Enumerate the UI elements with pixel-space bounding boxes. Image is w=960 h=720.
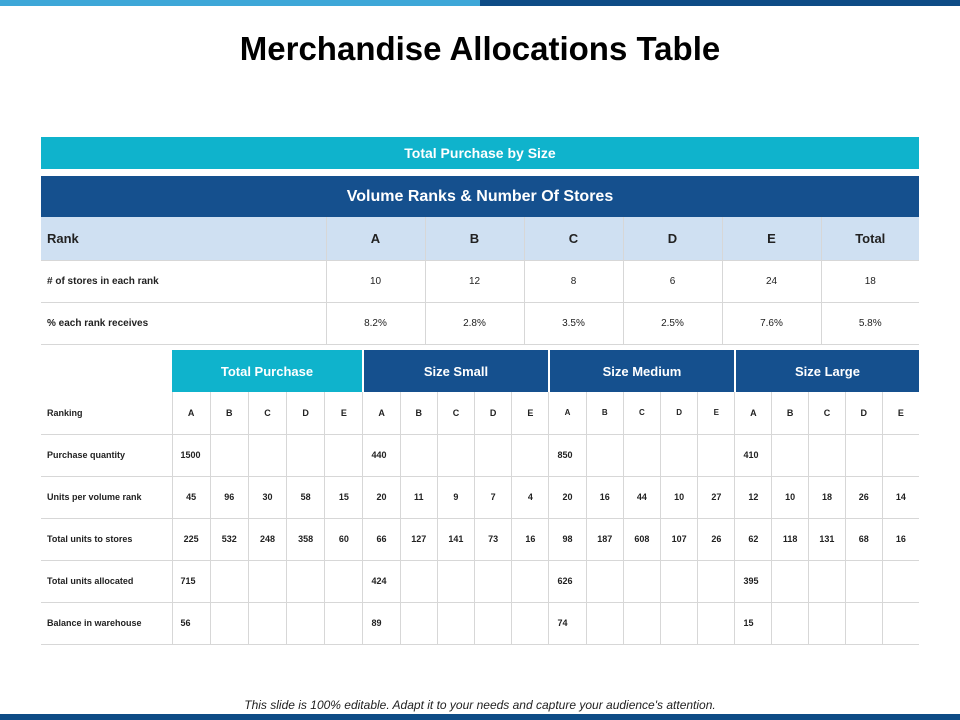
table-cell [325, 560, 363, 602]
rank-header-cell: C [524, 217, 623, 260]
table-cell: 395 [735, 560, 772, 602]
table-cell [248, 434, 286, 476]
table-cell [772, 560, 809, 602]
row-label: % each rank receives [41, 302, 326, 344]
table-cell [475, 602, 512, 644]
table-cell: 358 [287, 518, 325, 560]
table-row [41, 434, 919, 476]
rank-header-cell: Rank [41, 217, 326, 260]
table-cell: 30 [248, 476, 286, 518]
table-cell [882, 602, 919, 644]
rank-letter-cell: C [437, 392, 474, 434]
total-purchase-by-size-band: Total Purchase by Size [41, 137, 919, 169]
rank-letter-cell: B [772, 392, 809, 434]
table-cell: 11 [400, 476, 437, 518]
table-cell [248, 602, 286, 644]
rank-header-cell: Total [821, 217, 919, 260]
table-cell [210, 560, 248, 602]
rank-header-row [41, 217, 919, 260]
table-cell: 16 [586, 476, 623, 518]
table-cell [661, 434, 698, 476]
table-row [41, 518, 919, 560]
table-cell [809, 560, 846, 602]
table-row [41, 560, 919, 602]
bottom-accent-bar [0, 714, 960, 720]
row-label: # of stores in each rank [41, 260, 326, 302]
table-cell: 626 [549, 560, 586, 602]
table-cell [400, 434, 437, 476]
table-cell: 12 [425, 260, 524, 302]
top-accent-bar-dark [480, 0, 960, 6]
table-cell [437, 560, 474, 602]
table-cell: 850 [549, 434, 586, 476]
table-cell: 127 [400, 518, 437, 560]
table-cell: 410 [735, 434, 772, 476]
table-cell: 56 [172, 602, 210, 644]
row-label: Units per volume rank [41, 476, 172, 518]
rank-letter-cell: C [623, 392, 660, 434]
table-cell: 26 [845, 476, 882, 518]
table-cell [248, 560, 286, 602]
table-cell: 10 [661, 476, 698, 518]
group-header-cell: Size Large [735, 350, 919, 392]
ranking-row [41, 392, 919, 434]
table-cell [623, 560, 660, 602]
rank-letter-cell: D [845, 392, 882, 434]
table-cell: 3.5% [524, 302, 623, 344]
table-cell: 58 [287, 476, 325, 518]
rank-letter-cell: C [809, 392, 846, 434]
table-cell [698, 434, 735, 476]
table-cell: 14 [882, 476, 919, 518]
table-cell: 27 [698, 476, 735, 518]
table-cell: 8 [524, 260, 623, 302]
table-cell [586, 602, 623, 644]
rank-letter-cell: E [698, 392, 735, 434]
row-label: Total units to stores [41, 518, 172, 560]
table-cell [661, 602, 698, 644]
group-header-cell: Size Medium [549, 350, 735, 392]
table-cell: 96 [210, 476, 248, 518]
rank-letter-cell: B [400, 392, 437, 434]
table-cell: 15 [325, 476, 363, 518]
table-cell [210, 602, 248, 644]
rank-letter-cell: B [586, 392, 623, 434]
group-header-cell: Size Small [363, 350, 549, 392]
table-cell: 141 [437, 518, 474, 560]
table-cell: 15 [735, 602, 772, 644]
rank-header-cell: D [623, 217, 722, 260]
table-cell: 8.2% [326, 302, 425, 344]
table-cell: 107 [661, 518, 698, 560]
table-cell: 68 [845, 518, 882, 560]
table-cell [325, 602, 363, 644]
table-row [41, 260, 919, 302]
table-cell [400, 602, 437, 644]
rank-letter-cell: A [172, 392, 210, 434]
page-title: Merchandise Allocations Table [239, 30, 721, 67]
table-cell: 7 [475, 476, 512, 518]
rank-letter-cell: E [512, 392, 549, 434]
table-cell: 5.8% [821, 302, 919, 344]
table-cell: 7.6% [722, 302, 821, 344]
table-cell [586, 560, 623, 602]
row-label: Balance in warehouse [41, 602, 172, 644]
rank-letter-cell: C [248, 392, 286, 434]
table-cell [772, 434, 809, 476]
table-cell [437, 602, 474, 644]
table-cell: 608 [623, 518, 660, 560]
size-table [41, 350, 919, 645]
table-cell: 248 [248, 518, 286, 560]
table-cell: 131 [809, 518, 846, 560]
table-cell: 2.5% [623, 302, 722, 344]
table-cell: 440 [363, 434, 400, 476]
footer-note: This slide is 100% editable. Adapt it to your needs and capture your audience's attention. [244, 698, 716, 712]
empty-corner-cell [41, 350, 172, 392]
table-cell [698, 560, 735, 602]
table-cell: 62 [735, 518, 772, 560]
rank-letter-cell: A [735, 392, 772, 434]
table-cell [845, 602, 882, 644]
row-label: Ranking [41, 392, 172, 434]
rank-letter-cell: A [549, 392, 586, 434]
table-cell [210, 434, 248, 476]
row-label: Purchase quantity [41, 434, 172, 476]
rank-letter-cell: E [882, 392, 919, 434]
table-cell [512, 560, 549, 602]
table-cell: 66 [363, 518, 400, 560]
table-row [41, 476, 919, 518]
table-cell [400, 560, 437, 602]
table-cell [845, 560, 882, 602]
table-cell: 73 [475, 518, 512, 560]
group-header-cell: Total Purchase [172, 350, 363, 392]
table-cell: 18 [821, 260, 919, 302]
table-cell: 74 [549, 602, 586, 644]
table-cell [437, 434, 474, 476]
rank-header-cell: E [722, 217, 821, 260]
table-cell [882, 434, 919, 476]
volume-ranks-band: Volume Ranks & Number Of Stores [41, 176, 919, 217]
rank-table [41, 217, 919, 345]
table-cell: 2.8% [425, 302, 524, 344]
row-label: Total units allocated [41, 560, 172, 602]
top-accent-bar-light [0, 0, 480, 6]
table-cell: 6 [623, 260, 722, 302]
table-cell [512, 434, 549, 476]
table-cell [698, 602, 735, 644]
table-cell: 10 [326, 260, 425, 302]
table-cell: 16 [882, 518, 919, 560]
table-cell [586, 434, 623, 476]
table-row [41, 302, 919, 344]
table-row [41, 602, 919, 644]
rank-letter-cell: D [287, 392, 325, 434]
table-cell: 187 [586, 518, 623, 560]
table-cell [882, 560, 919, 602]
table-cell: 24 [722, 260, 821, 302]
table-cell [845, 434, 882, 476]
table-cell [287, 560, 325, 602]
table-cell [287, 434, 325, 476]
table-cell: 424 [363, 560, 400, 602]
rank-header-cell: A [326, 217, 425, 260]
table-cell: 9 [437, 476, 474, 518]
table-cell [623, 434, 660, 476]
table-cell [809, 434, 846, 476]
rank-letter-cell: E [325, 392, 363, 434]
table-cell: 44 [623, 476, 660, 518]
table-cell: 118 [772, 518, 809, 560]
table-cell [287, 602, 325, 644]
rank-header-cell: B [425, 217, 524, 260]
table-cell: 98 [549, 518, 586, 560]
table-cell: 532 [210, 518, 248, 560]
table-cell: 89 [363, 602, 400, 644]
table-cell [475, 560, 512, 602]
table-cell [475, 434, 512, 476]
table-cell: 225 [172, 518, 210, 560]
table-cell: 16 [512, 518, 549, 560]
table-cell: 4 [512, 476, 549, 518]
table-cell: 20 [363, 476, 400, 518]
table-cell [661, 560, 698, 602]
table-cell: 26 [698, 518, 735, 560]
rank-letter-cell: B [210, 392, 248, 434]
table-cell [512, 602, 549, 644]
table-cell: 45 [172, 476, 210, 518]
table-cell [623, 602, 660, 644]
table-cell: 18 [809, 476, 846, 518]
table-cell: 12 [735, 476, 772, 518]
rank-letter-cell: D [661, 392, 698, 434]
table-cell: 1500 [172, 434, 210, 476]
group-header-row [41, 350, 919, 392]
table-cell: 60 [325, 518, 363, 560]
table-cell: 10 [772, 476, 809, 518]
table-cell: 20 [549, 476, 586, 518]
table-cell [809, 602, 846, 644]
rank-letter-cell: A [363, 392, 400, 434]
rank-letter-cell: D [475, 392, 512, 434]
table-cell [325, 434, 363, 476]
table-cell [772, 602, 809, 644]
table-cell: 715 [172, 560, 210, 602]
